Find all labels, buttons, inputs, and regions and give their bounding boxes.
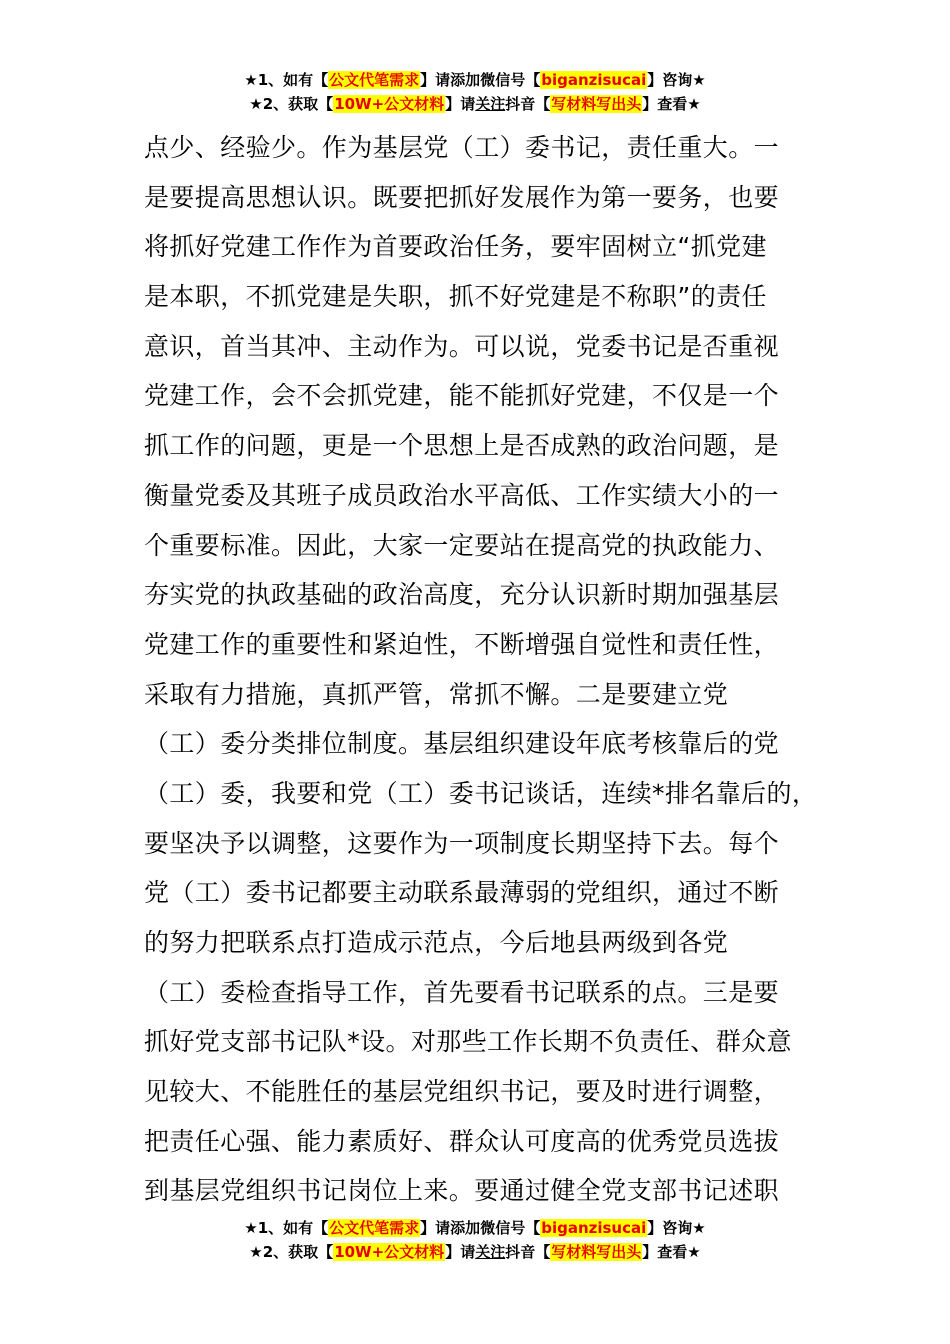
- header-wechat-id: biganzisucai: [541, 71, 647, 89]
- body-line: 是本职，不抓党建是失职，抓不好党建是不称职”的责任: [144, 282, 767, 312]
- header-douyin-name: 写材料写出头: [551, 95, 642, 113]
- header-text: ★2、获取【: [249, 95, 334, 113]
- footer-underlined: 关注: [475, 1243, 506, 1261]
- body-line: 夯实党的执政基础的政治高度，充分认识新时期加强基层: [144, 580, 780, 610]
- header-text: 】咨询★: [647, 71, 706, 89]
- body-line: 抓工作的问题，更是一个思想上是否成熟的政治问题，是: [144, 431, 780, 461]
- footer-text: 】请: [445, 1243, 476, 1261]
- footer-highlight: 公文代笔需求: [329, 1219, 420, 1237]
- header-text: 】查看★: [642, 95, 701, 113]
- header-text: 微信号【: [480, 71, 541, 89]
- footer-text: 抖音【: [505, 1243, 551, 1261]
- header-line-2: [0, 92, 950, 116]
- header-banner: [0, 68, 950, 116]
- footer-text: 】查看★: [642, 1243, 701, 1261]
- body-line: 意识，首当其冲、主动作为。可以说，党委书记是否重视: [144, 331, 780, 361]
- header-text: 】请: [445, 95, 476, 113]
- body-line: 个重要标准。因此，大家一定要站在提高党的执政能力、: [144, 530, 780, 560]
- footer-line-1: [0, 1216, 950, 1240]
- body-line: 是要提高思想认识。既要把抓好发展作为第一要务，也要: [144, 182, 780, 212]
- footer-text: 微信号【: [480, 1219, 541, 1237]
- footer-text: ★1、如有【: [244, 1219, 329, 1237]
- body-line: 的努力把联系点打造成示范点，今后地县两级到各党: [144, 928, 729, 957]
- header-text: ★1、如有【: [244, 71, 329, 89]
- footer-douyin-name: 写材料写出头: [551, 1243, 642, 1261]
- body-line: 党建工作，会不会抓党建，能不能抓好党建，不仅是一个: [144, 381, 780, 411]
- footer-line-2: [0, 1240, 950, 1264]
- body-line: 见较大、不能胜任的基层党组织书记，要及时进行调整，: [144, 1077, 780, 1107]
- header-highlight: 10W+公文材料: [334, 95, 445, 113]
- body-line: 衡量党委及其班子成员政治水平高低、工作实绩大小的一: [144, 480, 780, 510]
- footer-banner: [0, 1216, 950, 1264]
- body-line: 抓好党支部书记队*设。对那些工作长期不负责任、群众意: [144, 1027, 792, 1057]
- footer-text: ★2、获取【: [249, 1243, 334, 1261]
- body-line: 党（工）委书记都要主动联系最薄弱的党组织，通过不断: [144, 878, 780, 908]
- body-line: 把责任心强、能力素质好、群众认可度高的优秀党员选拔: [144, 1126, 780, 1156]
- body-line: 要坚决予以调整，这要作为一项制度长期坚持下去。每个: [144, 828, 780, 858]
- body-line: 点少、经验少。作为基层党（工）委书记，责任重大。一: [144, 133, 780, 162]
- body-line: 采取有力措施，真抓严管，常抓不懈。二是要建立党: [144, 679, 729, 709]
- body-line: （工）委检查指导工作，首先要看书记联系的点。三是要: [144, 977, 780, 1007]
- body-line: （工）委，我要和党（工）委书记谈话，连续*排名靠后的，: [144, 778, 818, 808]
- body-line: （工）委分类排位制度。基层组织建设年底考核靠后的党: [144, 729, 780, 759]
- header-text: 】请添加: [420, 71, 481, 89]
- footer-text: 】请添加: [420, 1219, 481, 1237]
- body-line: 党建工作的重要性和紧迫性，不断增强自觉性和责任性，: [144, 629, 780, 659]
- footer-highlight: 10W+公文材料: [334, 1243, 445, 1261]
- footer-wechat-id: biganzisucai: [541, 1219, 647, 1237]
- document-body: [144, 123, 844, 1216]
- header-underlined: 关注: [475, 95, 506, 113]
- header-line-1: [0, 68, 950, 92]
- header-text: 抖音【: [505, 95, 551, 113]
- footer-text: 】咨询★: [647, 1219, 706, 1237]
- header-highlight: 公文代笔需求: [329, 71, 420, 89]
- body-line: 将抓好党建工作作为首要政治任务，要牢固树立“抓党建: [144, 232, 767, 262]
- body-line: 到基层党组织书记岗位上来。要通过健全党支部书记述职: [144, 1176, 780, 1206]
